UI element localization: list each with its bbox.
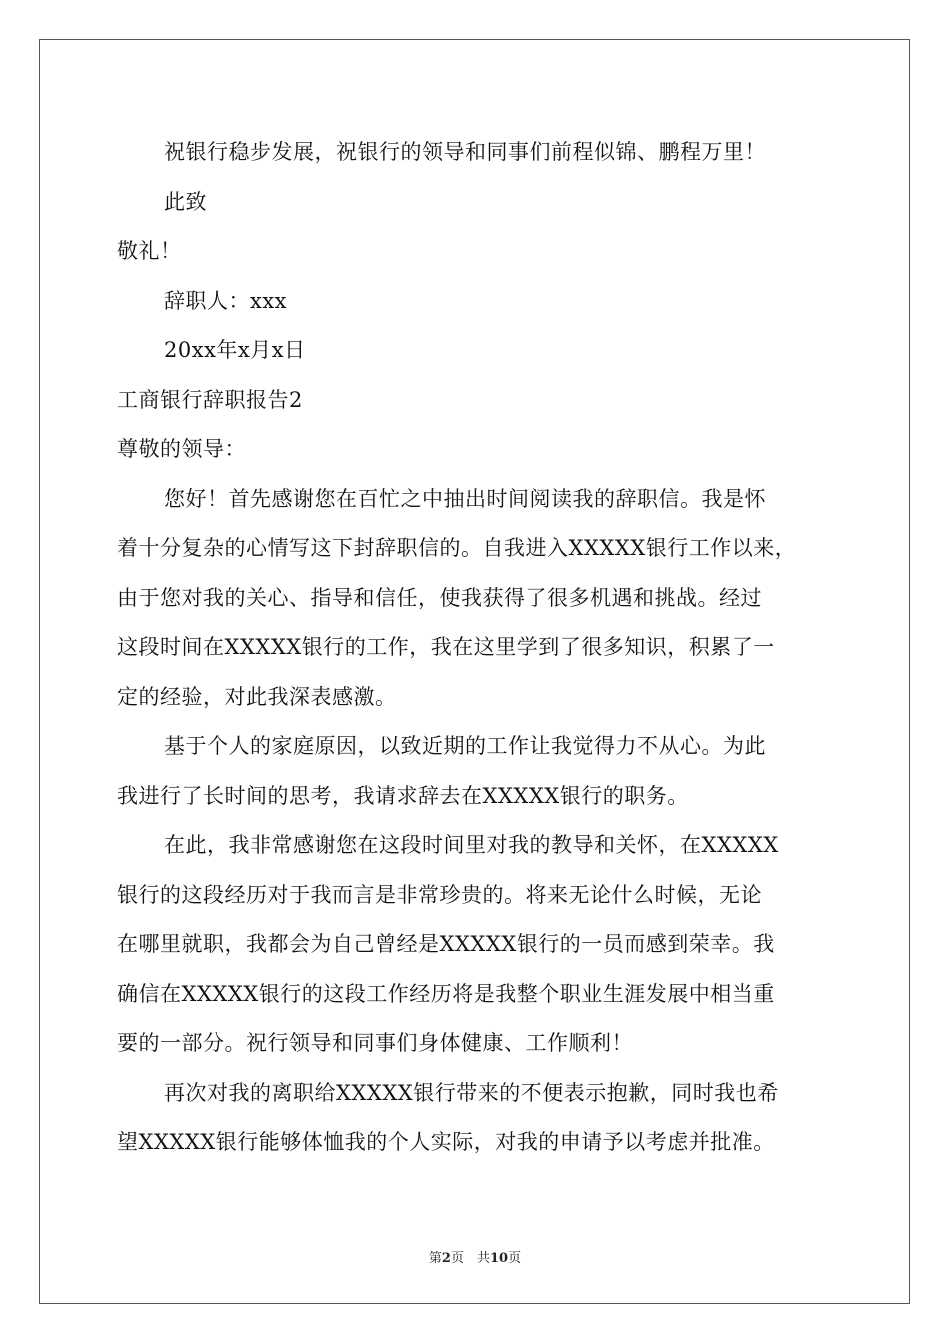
date-line: 20xx年x月x日 [164,338,306,362]
closing-line-2: 敬礼！ [117,239,182,263]
paragraph-4 [117,1069,837,1168]
paragraph-3 [117,821,837,1069]
text-line: 确信在XXXXX银行的这段工作经历将是我整个职业生涯发展中相当重 [117,981,775,1006]
page-total: 10 [489,1251,509,1266]
salutation: 尊敬的领导： [117,437,246,461]
text-line: 您好！首先感谢您在百忙之中抽出时间阅读我的辞职信。我是怀 [164,486,766,511]
page-footer [0,1247,950,1266]
text-line: 由于您对我的关心、指导和信任，使我获得了很多机遇和挑战。经过 [117,585,762,610]
text-line: 着十分复杂的心情写这下封辞职信的。自我进入XXXXX银行工作以来， [117,536,797,560]
paragraph-1 [117,475,837,723]
page-current: 2 [441,1251,451,1266]
page-suffix: 页 [508,1251,522,1266]
text-line: 基于个人的家庭原因，以致近期的工作让我觉得力不从心。为此 [164,734,766,758]
report-title: 工商银行辞职报告2 [117,387,303,412]
signer-line: 辞职人：xxx [164,288,288,313]
text-line: 要的一部分。祝行领导和同事们身体健康、工作顺利！ [117,1031,633,1055]
page-prefix: 第 [428,1251,442,1266]
text-line: 望XXXXX银行能够体恤我的个人实际，对我的申请予以考虑并批准。 [117,1130,775,1154]
text-line: 再次对我的离职给XXXXX银行带来的不便表示抱歉，同时我也希 [164,1080,779,1105]
text-line: 我进行了长时间的思考，我请求辞去在XXXXX银行的职务。 [117,783,689,808]
closing-line-1: 此致 [164,189,207,214]
text-line: 在哪里就职，我都会为自己曾经是XXXXX银行的一员而感到荣幸。我 [117,932,775,956]
wishes-line: 祝银行稳步发展，祝银行的领导和同事们前程似锦、鹏程万里！ [164,140,766,164]
page-mid: 页 共 [450,1251,490,1266]
text-line: 这段时间在XXXXX银行的工作，我在这里学到了很多知识，积累了一 [117,635,775,659]
text-line: 银行的这段经历对于我而言是非常珍贵的。将来无论什么时候，无论 [117,882,762,907]
text-line: 定的经验，对此我深表感激。 [117,684,397,709]
document-body [117,128,837,1168]
text-line: 在此，我非常感谢您在这段时间里对我的教导和关怀，在XXXXX [164,833,779,857]
paragraph-2 [117,722,837,821]
